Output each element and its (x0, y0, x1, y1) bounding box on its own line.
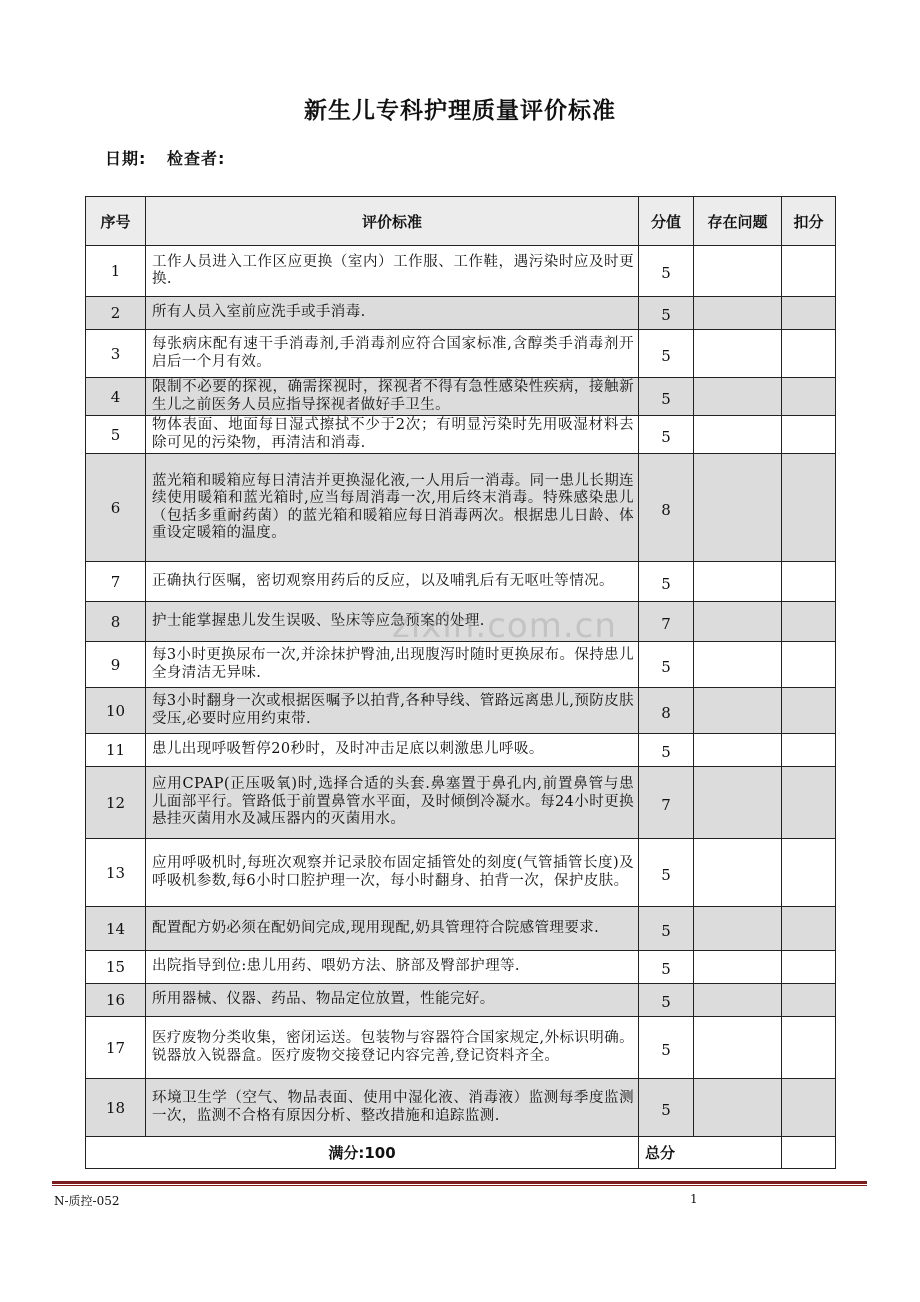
row-deduction-cell (782, 246, 836, 297)
table-row (86, 416, 836, 454)
watermark: zixin.com.cn (392, 606, 617, 646)
row-deduction-cell (782, 454, 836, 562)
row-score: 5 (639, 839, 694, 907)
row-deduction-cell (782, 1079, 836, 1137)
table-row (86, 1017, 836, 1079)
row-deduction-cell (782, 297, 836, 330)
row-number: 16 (86, 984, 146, 1017)
row-criteria: 蓝光箱和暖箱应每日清洁并更换湿化液,一人用后一消毒。同一患儿长期连续使用暖箱和蓝光箱时,应当每周消毒一次,用后终末消毒。特殊感染患儿（包括多重耐药菌）的蓝光箱和暖箱应每日消毒两次。根据患儿日龄、体重设定暖箱的温度。 (146, 454, 639, 562)
row-issues-cell (694, 951, 782, 984)
row-number: 9 (86, 642, 146, 688)
row-criteria: 所用器械、仪器、药品、物品定位放置，性能完好。 (146, 984, 639, 1017)
row-issues-cell (694, 907, 782, 951)
footer-rule (52, 1181, 867, 1184)
document-code: N-质控-052 (54, 1194, 120, 1208)
row-issues-cell (694, 767, 782, 839)
row-criteria: 物体表面、地面每日湿式擦拭不少于2次；有明显污染时先用吸湿材料去除可见的污染物，再清洁和消毒. (146, 416, 639, 454)
table-row (86, 839, 836, 907)
table-footer-row (86, 1137, 836, 1169)
date-label: 日期: (105, 149, 147, 168)
row-score: 5 (639, 1079, 694, 1137)
row-issues-cell (694, 378, 782, 416)
header-issues: 存在问题 (694, 197, 782, 246)
row-number: 13 (86, 839, 146, 907)
row-number: 15 (86, 951, 146, 984)
row-criteria: 应用CPAP(正压吸氧)时,选择合适的头套.鼻塞置于鼻孔内,前置鼻管与患儿面部平行。管路低于前置鼻管水平面，及时倾倒冷凝水。每24小时更换悬挂灭菌用水及减压器内的灭菌用水。 (146, 767, 639, 839)
row-deduction-cell (782, 734, 836, 767)
footer-rule-thin (52, 1185, 867, 1186)
table-row (86, 688, 836, 734)
row-criteria: 每张病床配有速干手消毒剂,手消毒剂应符合国家标准,含醇类手消毒剂开启后一个月有效。 (146, 330, 639, 378)
row-criteria: 正确执行医嘱，密切观察用药后的反应，以及哺乳后有无呕吐等情况。 (146, 562, 639, 602)
row-issues-cell (694, 734, 782, 767)
row-criteria: 环境卫生学（空气、物品表面、使用中湿化液、消毒液）监测每季度监测一次，监测不合格有原因分析、整改措施和追踪监测. (146, 1079, 639, 1137)
row-criteria: 应用呼吸机时,每班次观察并记录胶布固定插管处的刻度(气管插管长度)及呼吸机参数,每6小时口腔护理一次，每小时翻身、拍背一次，保护皮肤。 (146, 839, 639, 907)
header-score: 分值 (639, 197, 694, 246)
inspection-meta (105, 146, 225, 169)
row-issues-cell (694, 330, 782, 378)
row-deduction-cell (782, 907, 836, 951)
table-row (86, 734, 836, 767)
table-row (86, 984, 836, 1017)
row-number: 6 (86, 454, 146, 562)
row-deduction-cell (782, 839, 836, 907)
row-deduction-cell (782, 642, 836, 688)
row-score: 7 (639, 767, 694, 839)
row-issues-cell (694, 688, 782, 734)
row-deduction-cell (782, 330, 836, 378)
header-no: 序号 (86, 197, 146, 246)
row-score: 5 (639, 734, 694, 767)
table-row (86, 330, 836, 378)
row-criteria: 限制不必要的探视，确需探视时，探视者不得有急性感染性疾病，接触新生儿之前医务人员应指导探视者做好手卫生。 (146, 378, 639, 416)
row-score: 5 (639, 378, 694, 416)
table-row (86, 297, 836, 330)
row-score: 8 (639, 688, 694, 734)
row-number: 18 (86, 1079, 146, 1137)
inspector-label: 检查者: (166, 149, 226, 168)
row-number: 1 (86, 246, 146, 297)
table-row (86, 454, 836, 562)
row-issues-cell (694, 416, 782, 454)
row-issues-cell (694, 642, 782, 688)
row-score: 5 (639, 951, 694, 984)
row-score: 7 (639, 602, 694, 642)
row-deduction-cell (782, 951, 836, 984)
row-number: 3 (86, 330, 146, 378)
header-deduction: 扣分 (782, 197, 836, 246)
evaluation-table (85, 196, 836, 1169)
row-issues-cell (694, 562, 782, 602)
row-issues-cell (694, 1017, 782, 1079)
row-criteria: 配置配方奶必须在配奶间完成,现用现配,奶具管理符合院感管理要求. (146, 907, 639, 951)
row-score: 5 (639, 907, 694, 951)
row-issues-cell (694, 839, 782, 907)
row-criteria: 所有人员入室前应洗手或手消毒. (146, 297, 639, 330)
row-number: 5 (86, 416, 146, 454)
row-number: 4 (86, 378, 146, 416)
row-deduction-cell (782, 562, 836, 602)
row-criteria: 出院指导到位:患儿用药、喂奶方法、脐部及臀部护理等. (146, 951, 639, 984)
row-criteria: 医疗废物分类收集，密闭运送。包装物与容器符合国家规定,外标识明确。锐器放入锐器盒。医疗废物交接登记内容完善,登记资料齐全。 (146, 1017, 639, 1079)
table-row (86, 562, 836, 602)
row-criteria: 工作人员进入工作区应更换（室内）工作服、工作鞋，遇污染时应及时更换. (146, 246, 639, 297)
row-number: 17 (86, 1017, 146, 1079)
row-deduction-cell (782, 416, 836, 454)
row-number: 2 (86, 297, 146, 330)
row-number: 14 (86, 907, 146, 951)
row-score: 5 (639, 562, 694, 602)
table-row (86, 1079, 836, 1137)
row-deduction-cell (782, 767, 836, 839)
table-row (86, 602, 836, 642)
page-title: 新生儿专科护理质量评价标准 (304, 98, 616, 124)
row-number: 11 (86, 734, 146, 767)
total-score-label: 总分 (639, 1137, 782, 1169)
row-deduction-cell (782, 602, 836, 642)
row-score: 5 (639, 297, 694, 330)
row-score: 5 (639, 416, 694, 454)
row-number: 10 (86, 688, 146, 734)
row-score: 5 (639, 1017, 694, 1079)
table-row (86, 767, 836, 839)
table-row (86, 642, 836, 688)
full-score-label: 满分:100 (86, 1137, 639, 1169)
row-score: 8 (639, 454, 694, 562)
row-number: 8 (86, 602, 146, 642)
row-deduction-cell (782, 688, 836, 734)
row-criteria: 每3小时翻身一次或根据医嘱予以拍背,各种导线、管路远离患儿,预防皮肤受压,必要时应用约束带. (146, 688, 639, 734)
row-deduction-cell (782, 378, 836, 416)
table-row (86, 907, 836, 951)
row-number: 7 (86, 562, 146, 602)
row-number: 12 (86, 767, 146, 839)
row-score: 5 (639, 642, 694, 688)
header-criteria: 评价标准 (146, 197, 639, 246)
row-score: 5 (639, 984, 694, 1017)
row-deduction-cell (782, 1017, 836, 1079)
row-issues-cell (694, 246, 782, 297)
table-row (86, 246, 836, 297)
table-header-row (86, 197, 836, 246)
total-score-cell (782, 1137, 836, 1169)
row-score: 5 (639, 246, 694, 297)
row-issues-cell (694, 454, 782, 562)
row-criteria: 护士能掌握患儿发生误吸、坠床等应急预案的处理. (146, 602, 639, 642)
table-row (86, 951, 836, 984)
row-issues-cell (694, 602, 782, 642)
row-issues-cell (694, 1079, 782, 1137)
table-row (86, 378, 836, 416)
row-score: 5 (639, 330, 694, 378)
row-issues-cell (694, 297, 782, 330)
row-deduction-cell (782, 984, 836, 1017)
row-issues-cell (694, 984, 782, 1017)
row-criteria: 每3小时更换尿布一次,并涂抹护臀油,出现腹泻时随时更换尿布。保持患儿全身清洁无异味. (146, 642, 639, 688)
page-number: 1 (690, 1192, 698, 1206)
row-criteria: 患儿出现呼吸暂停20秒时，及时冲击足底以刺激患儿呼吸。 (146, 734, 639, 767)
